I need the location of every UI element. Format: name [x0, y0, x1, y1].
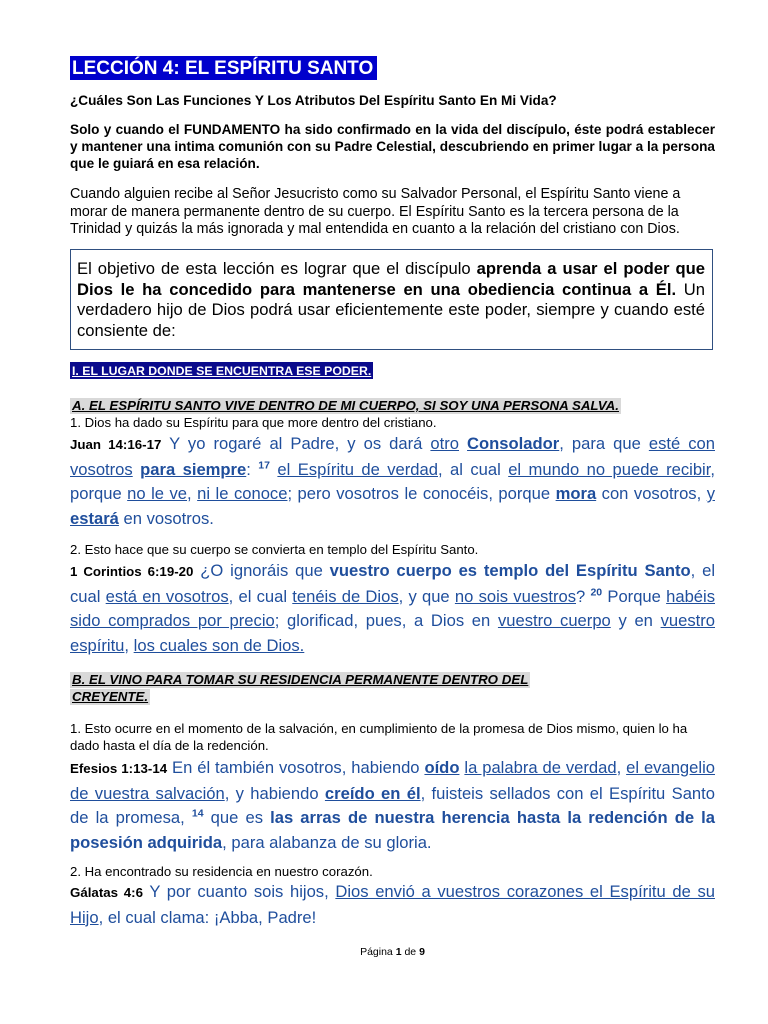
objective-text-pre: El objetivo de esta lección es lograr que el discípulo	[77, 259, 477, 278]
verse-number: 20	[590, 585, 603, 598]
foundation-paragraph: Solo y cuando el FUNDAMENTO ha sido confirmado en la vida del discípulo, éste podrá establecer y mantener una intima comunión con su Padre Celestial, descubriendo en primer lugar a la persona que le guiará en esa relación.	[70, 122, 715, 171]
verse-reference: Juan 14:16-17	[70, 437, 162, 452]
verse-reference: 1 Corintios 6:19-20	[70, 564, 194, 579]
verse-number: 14	[191, 807, 204, 820]
subheading-b-line1: B. EL VINO PARA TOMAR SU RESIDENCIA PERMANENTE DENTRO DEL	[72, 672, 529, 687]
lesson-title-wrap	[70, 56, 377, 80]
verse-juan: Juan 14:16-17 Y yo rogaré al Padre, y os dará otro Consolador, para que esté con vosotros para siempre: $^{17}$ el Espíritu de verdad, al cual el mundo no puede recibir, porque no le ve, ni le conoce; pero vosotros le conocéis, porque mora con vosotros, y estará en vosotros.	[70, 434, 715, 528]
verse-corintios: 1 Corintios 6:19-20 ¿O ignoráis que vuestro cuerpo es templo del Espíritu Santo, el cual está en vosotros, el cual tenéis de Dios, y que no sois vuestros? $^{20}$ Porque habéis sido comprados por precio; glorificad, pues, a Dios en vuestro cuerpo y en vuestro espíritu, los cuales son de Dios.	[70, 561, 716, 655]
note-a1: 1. Dios ha dado su Espíritu para que more dentro del cristiano.	[70, 415, 437, 430]
verse-reference: Gálatas 4:6	[70, 885, 143, 900]
section-heading-1: I. EL LUGAR DONDE SE ENCUENTRA ESE PODER.	[72, 364, 372, 378]
verse-efesios: Efesios 1:13-14 En él también vosotros, habiendo oído la palabra de verdad, el evangelio de vuestra salvación, y habiendo creído en él, fuisteis sellados con el Espíritu Santo de la promesa, $^{14}$ que es las arras de nuestra herencia hasta la redención de la posesión adquirida, para alabanza de su gloria.	[70, 758, 716, 852]
lesson-subtitle: ¿Cuáles Son Las Funciones Y Los Atributos Del Espíritu Santo En Mi Vida?	[70, 93, 557, 108]
intro-paragraph: Cuando alguien recibe al Señor Jesucristo como su Salvador Personal, el Espíritu Santo viene a morar de manera permanente dentro de su cuerpo. El Espíritu Santo es la tercera persona de la Trinidad y quizás la más ignorada y mal entendida en cuanto a la relación del cristiano con Dios.	[70, 186, 681, 238]
subheading-b-line2: CREYENTE.	[72, 689, 149, 704]
objective-box	[70, 249, 713, 350]
objective-text-post: Un verdadero hijo de Dios podrá usar eficientemente este poder, siempre y cuando esté consiente de:	[77, 279, 705, 340]
objective-text-bold: aprenda a usar el poder que Dios le ha concedido para mantenerse en una obediencia continua a Él.	[77, 259, 705, 299]
note-b1: 1. Esto ocurre en el momento de la salvación, en cumplimiento de la promesa de Dios mismo, quien lo ha dado hasta el día de la redención.	[70, 721, 688, 753]
verse-galatas: Gálatas 4:6 Y por cuanto sois hijos, Dios envió a vuestros corazones el Espíritu de su Hijo, el cual clama: ¡Abba, Padre!	[70, 882, 715, 927]
subheading-a: A. EL ESPÍRITU SANTO VIVE DENTRO DE MI CUERPO, SI SOY UNA PERSONA SALVA.	[72, 398, 619, 413]
note-b2: 2. Ha encontrado su residencia en nuestro corazón.	[70, 864, 373, 879]
verse-number: 17	[258, 458, 270, 471]
note-a2: 2. Esto hace que su cuerpo se convierta en templo del Espíritu Santo.	[70, 542, 479, 557]
lesson-title: LECCIÓN 4: EL ESPÍRITU SANTO	[70, 56, 377, 80]
verse-reference: Efesios 1:13-14	[70, 761, 168, 776]
page-footer: Página 1 de 9	[360, 946, 425, 958]
